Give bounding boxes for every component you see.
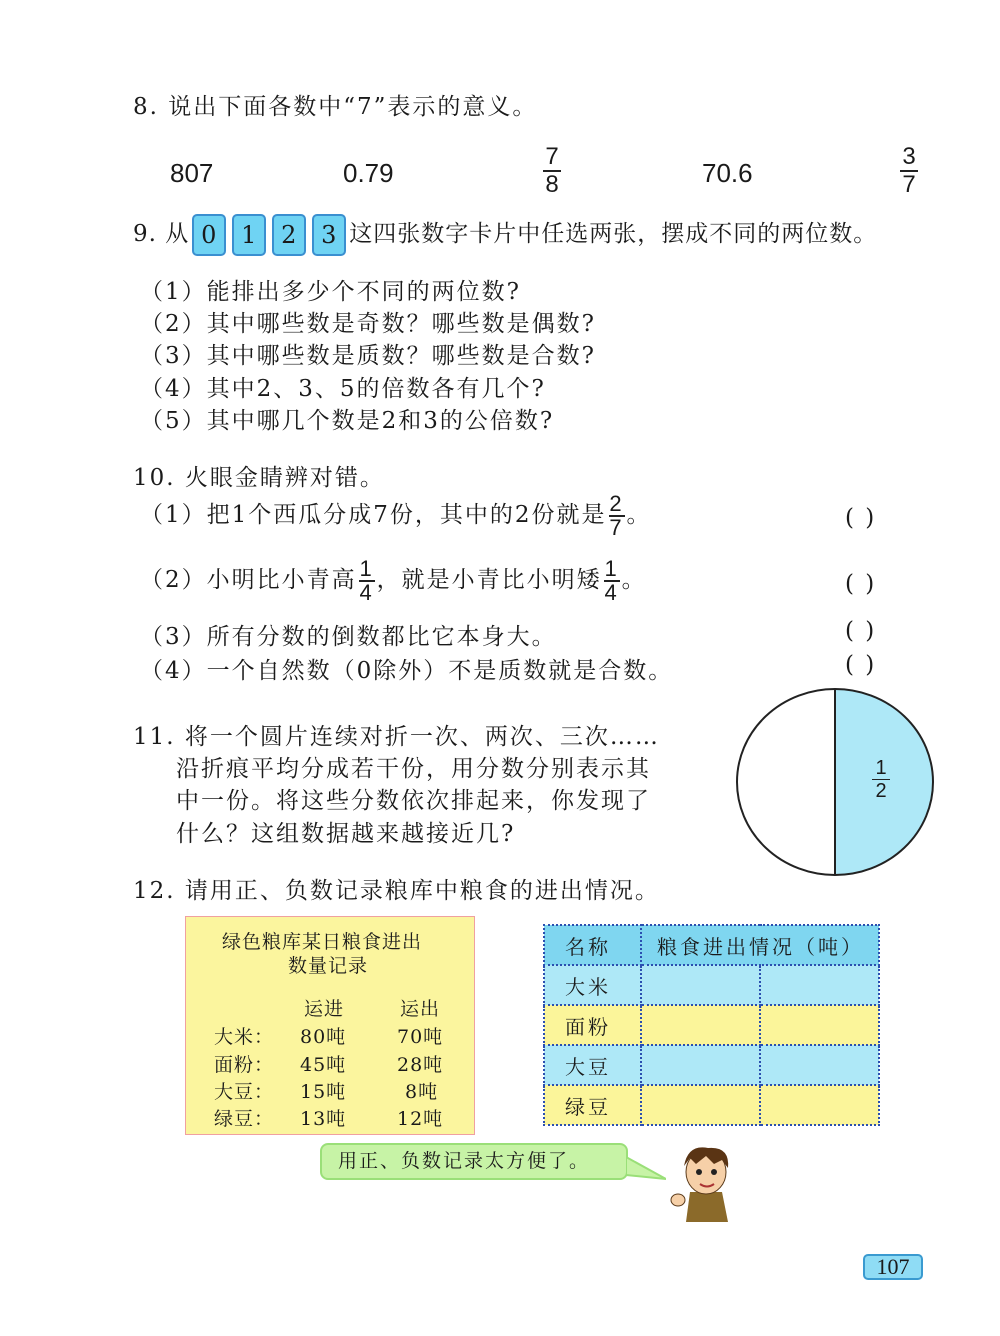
answer-cell[interactable] — [760, 965, 879, 1005]
note-title-1: 绿色粮库某日粮食进出 — [222, 931, 423, 953]
text: （2）小明比小青高 — [140, 567, 357, 593]
q11-line-2: 沿折痕平均分成若干份，用分数分别表示其 — [176, 756, 651, 782]
row-in: 15吨 — [300, 1081, 347, 1103]
q10-title: 10. 火眼金睛辨对错。 — [133, 465, 385, 491]
fraction — [359, 558, 375, 604]
note-title-2: 数量记录 — [288, 955, 369, 977]
page-number: 107 — [863, 1254, 923, 1280]
text: 。 — [621, 567, 647, 593]
col-out: 运出 — [400, 998, 441, 1020]
record-table — [543, 924, 880, 1126]
number-card: 0 — [192, 214, 226, 256]
text: ，就是小青比小明矮 — [376, 567, 602, 593]
q12-title: 12. 请用正、负数记录粮库中粮食的进出情况。 — [133, 878, 660, 904]
q11-line-1: 11. 将一个圆片连续对折一次、两次、三次…… — [133, 724, 660, 750]
row-in: 45吨 — [300, 1054, 347, 1076]
fraction — [604, 558, 620, 604]
bubble-tail-icon — [626, 1155, 666, 1183]
row-out: 8吨 — [405, 1081, 439, 1103]
numerator: 7 — [545, 143, 559, 170]
row-out: 28吨 — [397, 1054, 444, 1076]
q10-item-1 — [140, 493, 652, 539]
answer-cell[interactable] — [641, 1045, 760, 1085]
denominator: 7 — [609, 515, 624, 540]
numerator: 1 — [359, 556, 374, 581]
q9-prefix: 9. 从 — [133, 221, 190, 247]
q9-sub-5: （5）其中哪几个数是2和3的公倍数? — [140, 408, 555, 434]
table-row — [544, 1005, 879, 1045]
boy-character-icon — [668, 1142, 744, 1222]
row-label: 面粉 — [544, 1005, 641, 1045]
table-row — [544, 1085, 879, 1125]
numerator: 1 — [604, 556, 619, 581]
speech-bubble: 用正、负数记录太方便了。 — [320, 1143, 628, 1180]
numerator: 2 — [609, 491, 624, 516]
table-header — [544, 925, 879, 965]
number-card: 2 — [272, 214, 306, 256]
q8-title: 8. 说出下面各数中“7”表示的意义。 — [133, 94, 538, 120]
denominator: 2 — [875, 780, 887, 802]
row-name: 大米： — [214, 1026, 275, 1048]
answer-cell[interactable] — [760, 1005, 879, 1045]
q8-fraction-7-8 — [543, 144, 561, 198]
denominator: 4 — [604, 580, 619, 605]
denominator: 7 — [902, 171, 916, 198]
numerator: 3 — [902, 143, 916, 170]
col-in: 运进 — [304, 998, 345, 1020]
number-card: 3 — [312, 214, 346, 256]
table-row — [544, 965, 879, 1005]
header-name: 名称 — [544, 925, 641, 965]
denominator: 4 — [359, 580, 374, 605]
q9-sub-4: （4）其中2、3、5的倍数各有几个? — [140, 376, 546, 402]
text: 。 — [626, 502, 652, 528]
row-name: 大豆： — [214, 1081, 275, 1103]
fraction — [609, 493, 625, 539]
row-in: 80吨 — [300, 1026, 347, 1048]
q8-number-1: 807 — [170, 158, 214, 188]
answer-blank-2[interactable]: ( ) — [845, 571, 877, 597]
answer-blank-4[interactable]: ( ) — [845, 652, 877, 678]
row-out: 12吨 — [397, 1108, 444, 1130]
row-label: 大豆 — [544, 1045, 641, 1085]
header-amount: 粮食进出情况（吨） — [641, 925, 879, 965]
q10-item-4: （4）一个自然数（0除外）不是质数就是合数。 — [140, 658, 674, 684]
answer-cell[interactable] — [760, 1085, 879, 1125]
row-name: 面粉： — [214, 1054, 275, 1076]
q11-line-3: 中一份。将这些分数依次排起来，你发现了 — [176, 788, 651, 814]
row-label: 绿豆 — [544, 1085, 641, 1125]
half-circle-diagram — [735, 687, 937, 877]
numerator: 1 — [875, 757, 887, 779]
row-label: 大米 — [544, 965, 641, 1005]
answer-cell[interactable] — [641, 1005, 760, 1045]
q10-item-3: （3）所有分数的倒数都比它本身大。 — [140, 624, 557, 650]
row-name: 绿豆： — [214, 1108, 275, 1130]
q9-sub-1: （1）能排出多少个不同的两位数? — [140, 279, 521, 305]
q8-fraction-3-7 — [900, 144, 918, 198]
q8-number-2: 0.79 — [343, 158, 394, 188]
answer-cell[interactable] — [641, 965, 760, 1005]
denominator: 8 — [545, 171, 559, 198]
q8-number-3: 70.6 — [702, 158, 753, 188]
answer-blank-1[interactable]: ( ) — [845, 505, 877, 531]
q9-sub-2: （2）其中哪些数是奇数？哪些数是偶数? — [140, 311, 596, 337]
answer-blank-3[interactable]: ( ) — [845, 618, 877, 644]
row-in: 13吨 — [300, 1108, 347, 1130]
q9-sub-3: （3）其中哪些数是质数？哪些数是合数? — [140, 343, 596, 369]
answer-cell[interactable] — [641, 1085, 760, 1125]
record-note — [185, 916, 475, 1135]
q9-title — [133, 214, 877, 256]
table-row — [544, 1045, 879, 1085]
q11-line-4: 什么？这组数据越来越接近几? — [176, 821, 516, 847]
text: （1）把1个西瓜分成7份，其中的2份就是 — [140, 502, 607, 528]
answer-cell[interactable] — [760, 1045, 879, 1085]
q10-item-2 — [140, 558, 647, 604]
half-label — [872, 757, 890, 802]
row-out: 70吨 — [397, 1026, 444, 1048]
number-card: 1 — [232, 214, 266, 256]
q9-suffix: 这四张数字卡片中任选两张，摆成不同的两位数。 — [349, 221, 878, 247]
